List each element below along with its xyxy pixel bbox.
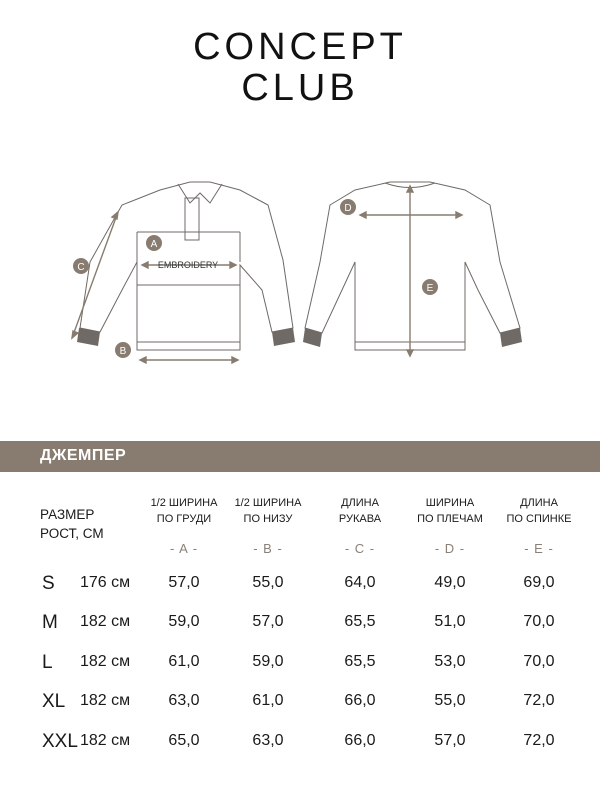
garment-illustration <box>0 170 600 380</box>
cell-b: 59,0 <box>252 653 284 670</box>
cell-b: 55,0 <box>252 574 284 591</box>
cell-a: 65,0 <box>168 732 200 749</box>
cell-d: 51,0 <box>434 613 466 630</box>
cell-e: 70,0 <box>523 613 555 630</box>
table-row <box>0 573 600 603</box>
label-c: C <box>77 262 85 273</box>
cell-c: 65,5 <box>344 613 376 630</box>
cell-a: 59,0 <box>168 613 200 630</box>
size-header-line1: РАЗМЕР <box>40 507 95 522</box>
cell-d: 49,0 <box>434 574 466 591</box>
table-row <box>0 612 600 642</box>
row-height: 176 см <box>80 574 131 591</box>
cell-e: 72,0 <box>523 732 555 749</box>
column-header-e-line2: ПО СПИНКЕ <box>506 513 572 525</box>
cell-b: 63,0 <box>252 732 284 749</box>
row-size: XL <box>42 691 66 712</box>
column-letter-b: - B - <box>253 541 283 556</box>
table-row <box>0 652 600 682</box>
row-height: 182 см <box>80 692 131 709</box>
cell-a: 63,0 <box>168 692 200 709</box>
row-height: 182 см <box>80 613 131 630</box>
row-size: XXL <box>42 731 78 752</box>
row-size: M <box>42 612 58 633</box>
column-letter-d: - D - <box>434 541 466 556</box>
column-header-c-line2: РУКАВА <box>338 513 382 525</box>
column-letter-e: - E - <box>524 541 554 556</box>
column-header-d-line2: ПО ПЛЕЧАМ <box>417 513 483 525</box>
embroidery-label: EMBROIDERY <box>157 260 219 270</box>
row-size: L <box>42 652 53 673</box>
column-header-b-line2: ПО НИЗУ <box>243 513 293 525</box>
table-row <box>0 731 600 761</box>
label-a: A <box>150 239 158 250</box>
table-row <box>0 691 600 721</box>
cell-a: 57,0 <box>168 574 200 591</box>
cell-a: 61,0 <box>168 653 200 670</box>
column-header-d-line1: ШИРИНА <box>425 497 475 509</box>
size-header-line2: РОСТ, СМ <box>40 526 104 541</box>
section-header-band <box>0 441 600 472</box>
column-letter-c: - C - <box>344 541 376 556</box>
section-title: ДЖЕМПЕР <box>40 447 127 464</box>
cell-c: 66,0 <box>344 732 376 749</box>
label-e: E <box>426 283 434 294</box>
cell-b: 61,0 <box>252 692 284 709</box>
cell-e: 72,0 <box>523 692 555 709</box>
label-b: B <box>119 346 127 357</box>
cell-d: 57,0 <box>434 732 466 749</box>
cell-c: 65,5 <box>344 653 376 670</box>
column-letter-a: - A - <box>169 541 199 556</box>
column-header-c-line1: ДЛИНА <box>341 497 379 509</box>
column-header-a-line1: 1/2 ШИРИНА <box>150 497 218 509</box>
cell-d: 53,0 <box>434 653 466 670</box>
row-height: 182 см <box>80 653 131 670</box>
column-header-b-line1: 1/2 ШИРИНА <box>234 497 302 509</box>
cell-e: 70,0 <box>523 653 555 670</box>
column-header-a-line2: ПО ГРУДИ <box>156 513 212 525</box>
label-d: D <box>344 203 352 214</box>
row-size: S <box>42 573 55 594</box>
row-height: 182 см <box>80 732 131 749</box>
size-header <box>40 505 104 543</box>
cell-b: 57,0 <box>252 613 284 630</box>
column-header-e <box>484 495 594 527</box>
column-header-e-line1: ДЛИНА <box>520 497 558 509</box>
cell-d: 55,0 <box>434 692 466 709</box>
brand-logo-line2: CLUB <box>241 67 359 109</box>
cell-e: 69,0 <box>523 574 555 591</box>
cell-c: 64,0 <box>344 574 376 591</box>
brand-logo-line1: CONCEPT <box>193 26 407 68</box>
cell-c: 66,0 <box>344 692 376 709</box>
